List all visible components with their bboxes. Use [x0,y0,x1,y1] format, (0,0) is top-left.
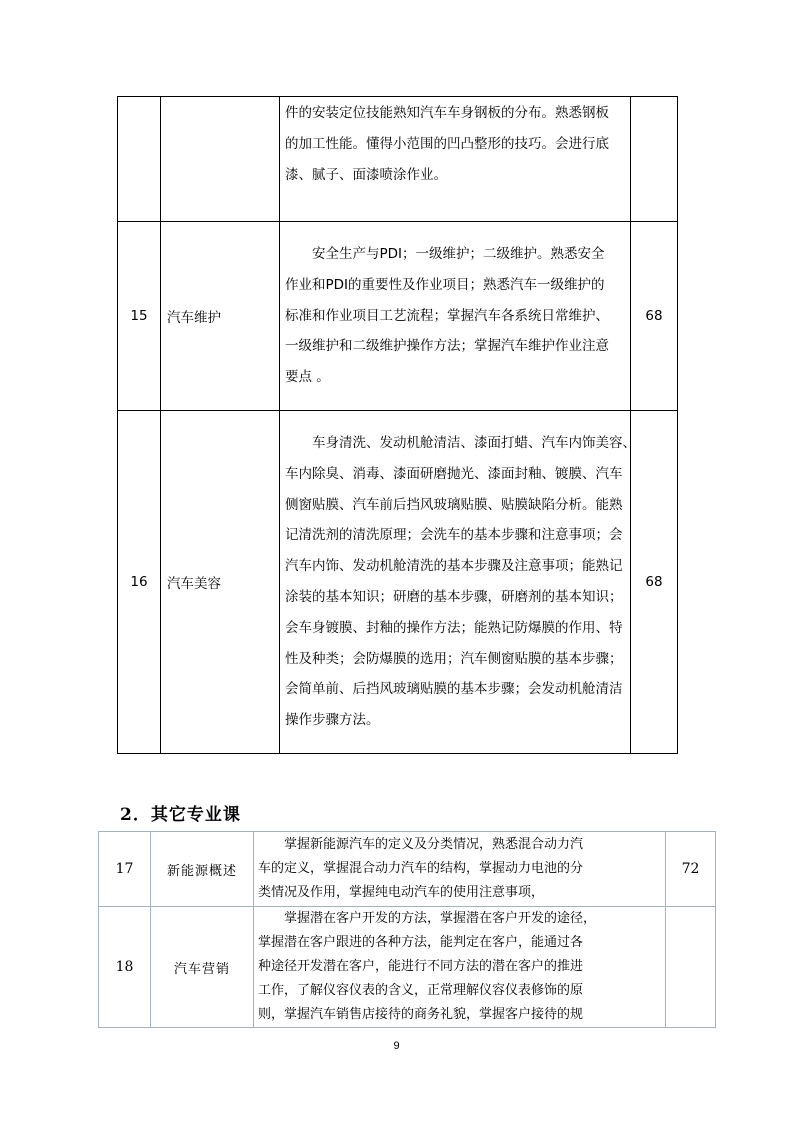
course-name: 汽车美容 [161,411,280,754]
desc-line: 标准和作业项目工艺流程；掌握汽车各系统日常维护、 [285,307,609,324]
course-table-2 [98,831,716,1028]
course-hours: 68 [631,222,678,411]
table-row [118,97,678,222]
desc-line: 会简单前、后挡风玻璃贴膜的基本步骤；会发动机舱清洁 [285,681,623,698]
desc-line: 种途径开发潜在客户，能进行不同方法的潜在客户的推进 [258,959,584,974]
desc-line: 漆、腻子、面漆喷涂作业。 [285,166,447,183]
desc-line: 类情况及作用，掌握纯电动汽车的使用注意事项， [258,885,545,900]
course-name: 汽车维护 [161,222,280,411]
desc-line: 记清洗剂的清洗原理；会洗车的基本步骤和注意事项；会 [285,527,623,544]
row-number: 17 [99,832,151,907]
desc-line: 作业和PDI的重要性及作业项目；熟悉汽车一级维护的 [285,276,605,293]
desc-line: 件的安装定位技能熟知汽车车身钢板的分布。熟悉钢板 [285,105,609,121]
course-hours: 68 [631,411,678,754]
course-name: 汽车营销 [151,907,254,1028]
course-hours [631,97,678,222]
desc-line: 掌握潜在客户开发的方法，掌握潜在客户开发的途径， [258,911,597,926]
course-description [280,411,636,754]
desc-line: 性及种类；会防爆膜的选用；汽车侧窗贴膜的基本步骤； [285,650,623,667]
desc-line: 车的定义，掌握混合动力汽车的结构，掌握动力电池的分 [258,861,584,876]
desc-line: 要点 。 [285,369,330,386]
desc-line: 会车身镀膜、封釉的操作方法；能熟记防爆膜的作用、特 [285,619,623,636]
desc-line: 涂装的基本知识；研磨的基本步骤，研磨剂的基本知识； [285,589,623,605]
course-name: 新能源概述 [151,832,254,907]
table-row [118,222,678,411]
table-row [99,907,716,1028]
row-number [118,97,161,222]
desc-line: 车身清洗、发动机舱清洁、漆面打蜡、汽车内饰美容、 [285,435,636,452]
table-row [118,411,678,754]
course-description [254,907,666,1028]
course-hours: 72 [666,832,716,907]
row-number: 18 [99,907,151,1028]
row-number: 15 [118,222,161,411]
desc-line: 汽车内饰、发动机舱清洗的基本步骤及注意事项；能熟记 [285,558,623,575]
row-number: 16 [118,411,161,754]
desc-line: 则，掌握汽车销售店接待的商务礼貌，掌握客户接待的规 [258,1007,584,1022]
course-description [254,832,666,907]
course-description [280,222,631,411]
desc-line: 一级维护和二级维护操作方法；掌握汽车维护作业注意 [285,338,609,355]
desc-line: 工作，了解仪容仪表的含义，正常理解仪容仪表修饰的原 [258,983,584,998]
table-row [99,832,716,907]
course-name [161,97,280,222]
course-table-1 [117,96,678,754]
course-hours [666,907,716,1028]
desc-line: 的加工性能。懂得小范围的凹凸整形的技巧。会进行底 [285,135,609,152]
desc-line: 掌握新能源汽车的定义及分类情况，熟悉混合动力汽 [258,837,584,852]
section-heading: 2．其它专业课 [120,805,241,825]
desc-line: 操作步骤方法。 [285,712,380,729]
desc-line: 安全生产与PDI；一级维护；二级维护。熟悉安全 [285,246,605,262]
desc-line: 掌握潜在客户跟进的各种方法，能判定在客户，能通过各 [258,935,584,950]
page-number: 9 [393,1040,400,1052]
course-description [280,97,631,222]
desc-line: 车内除臭、消毒、漆面研磨抛光、漆面封釉、镀膜、汽车 [285,465,623,482]
desc-line: 侧窗贴膜、汽车前后挡风玻璃贴膜、贴膜缺陷分析。能熟 [285,496,623,513]
